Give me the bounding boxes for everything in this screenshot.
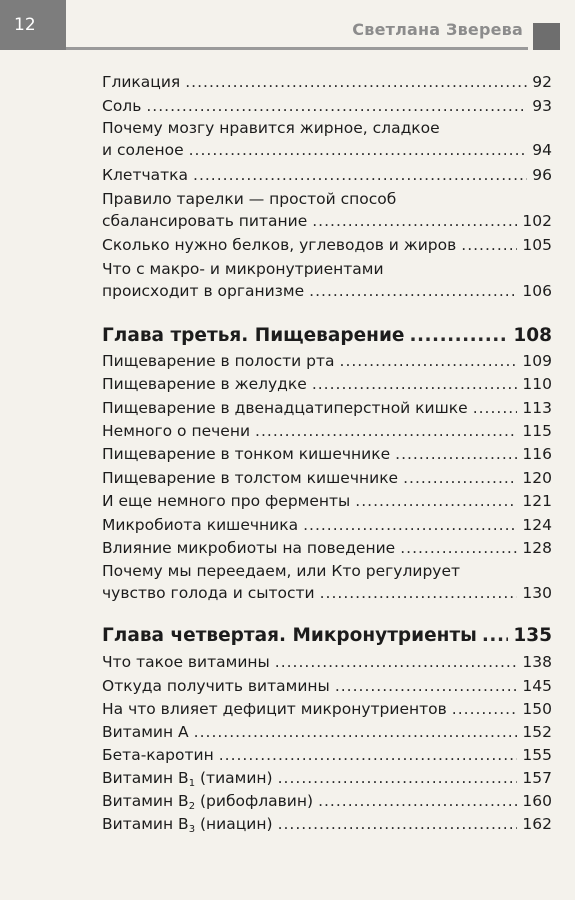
toc-entry-title-text: (тиамин) — [195, 769, 273, 787]
toc-entry-line — [102, 698, 552, 720]
toc-entry[interactable] — [102, 188, 552, 232]
dot-leader — [452, 698, 518, 720]
dot-leader — [473, 397, 518, 419]
vitamin-subscript: 1 — [188, 778, 196, 789]
toc-entry-line — [102, 350, 552, 372]
toc-entry-line — [102, 767, 552, 789]
toc-page-number: 110 — [522, 375, 552, 393]
toc-entry-title: Микробиота кишечника — [102, 516, 299, 534]
dot-leader — [312, 210, 517, 232]
toc-entry-title: чувство голода и сытости — [102, 584, 315, 602]
toc-entry[interactable] — [102, 651, 552, 673]
chapter-title: Глава четвертая. Микронутриенты — [102, 625, 477, 646]
toc-entry-title — [102, 790, 313, 812]
dot-leader — [395, 443, 517, 465]
toc-entry-title-text: (ниацин) — [195, 815, 273, 833]
vitamin-subscript: 2 — [188, 801, 196, 812]
dot-leader — [400, 537, 517, 559]
dot-leader — [461, 234, 517, 256]
toc-entry-title: Правило тарелки — простой способ — [102, 190, 397, 208]
chapter-title: Глава третья. Пищеварение — [102, 325, 405, 346]
toc-entry-title: сбалансировать питание — [102, 212, 308, 230]
toc-entry-title: Немного о печени — [102, 422, 251, 440]
toc-entry-line — [102, 651, 552, 673]
toc-entry-title-text: Витамин B — [102, 792, 189, 810]
toc-entry-line — [102, 139, 552, 161]
toc-entry-line — [102, 117, 552, 139]
toc-page-number: 105 — [522, 236, 552, 254]
dot-leader — [275, 651, 518, 673]
toc-entry-line — [102, 443, 552, 465]
dot-leader — [482, 623, 508, 649]
toc-entry-line — [102, 71, 552, 93]
toc-entry[interactable] — [102, 490, 552, 512]
dot-leader — [318, 790, 517, 812]
toc-entry-line — [102, 420, 552, 442]
toc-page-number: 130 — [522, 584, 552, 602]
toc-entry[interactable] — [102, 350, 552, 372]
dot-leader — [355, 490, 517, 512]
toc-entry[interactable] — [102, 721, 552, 743]
toc-entry-title: происходит в организме — [102, 282, 305, 300]
toc-page-number: 109 — [522, 352, 552, 370]
toc-entry[interactable] — [102, 698, 552, 720]
dot-leader — [219, 744, 518, 766]
toc-entry-title: Бета-каротин — [102, 746, 214, 764]
toc-entry-title-text: (рибофлавин) — [195, 792, 314, 810]
dot-leader — [340, 350, 518, 372]
toc-entry-title-text: Витамин B — [102, 815, 189, 833]
dot-leader — [194, 721, 518, 743]
toc-page-number: 115 — [522, 422, 552, 440]
toc-entry-line — [102, 188, 552, 210]
toc-entry-line — [102, 210, 552, 232]
toc-page-number: 120 — [522, 469, 552, 487]
toc-page-number: 124 — [522, 516, 552, 534]
toc-page-number: 102 — [522, 212, 552, 230]
dot-leader — [409, 323, 508, 349]
toc-entry-title-text: Витамин B — [102, 769, 189, 787]
dot-leader — [403, 467, 517, 489]
toc-entry[interactable] — [102, 675, 552, 697]
toc-entry[interactable] — [102, 560, 552, 604]
toc-entry[interactable] — [102, 744, 552, 766]
toc-page-number: 92 — [532, 73, 552, 91]
toc-page-number: 162 — [522, 815, 552, 833]
toc-page-number: 128 — [522, 539, 552, 557]
toc-page-number: 157 — [522, 769, 552, 787]
toc-page-number: 160 — [522, 792, 552, 810]
toc-entry-title: Почему мозгу нравится жирное, сладкое — [102, 119, 440, 137]
toc-page-number: 96 — [532, 166, 552, 184]
toc-page-number: 155 — [522, 746, 552, 764]
toc-page-number: 121 — [522, 492, 552, 510]
toc-page-number: 145 — [522, 677, 552, 695]
toc-entry[interactable] — [102, 790, 552, 812]
toc-chapter-heading[interactable] — [102, 323, 552, 349]
toc-entry[interactable] — [102, 397, 552, 419]
toc-entry-title: Витамин А — [102, 723, 189, 741]
toc-entry-line — [102, 537, 552, 559]
toc-entry-title — [102, 767, 273, 789]
toc-page-number: 135 — [513, 625, 552, 646]
toc-entry[interactable] — [102, 767, 552, 789]
toc-entry-title: Пищеварение в двенадцатиперстной кишке — [102, 399, 468, 417]
toc-entry[interactable] — [102, 71, 552, 93]
toc-entry[interactable] — [102, 258, 552, 302]
toc-entry-line — [102, 280, 552, 302]
toc-entry-title: Гликация — [102, 73, 181, 91]
toc-entry-line — [102, 164, 552, 186]
running-head-author: Светлана Зверева — [352, 20, 523, 39]
toc-entry[interactable] — [102, 420, 552, 442]
toc-entry[interactable] — [102, 95, 552, 117]
toc-entry[interactable] — [102, 234, 552, 256]
toc-entry-title: Сколько нужно белков, углеводов и жиров — [102, 236, 457, 254]
dot-leader — [320, 582, 518, 604]
toc-page-number: 116 — [522, 445, 552, 463]
toc-entry[interactable] — [102, 467, 552, 489]
toc-entry-title: Пищеварение в толстом кишечнике — [102, 469, 399, 487]
dot-leader — [278, 813, 518, 835]
toc-entry-line — [102, 258, 552, 280]
toc-entry-title: На что влияет дефицит микронутриентов — [102, 700, 447, 718]
toc-page-number: 138 — [522, 653, 552, 671]
toc-entry-title — [102, 813, 273, 835]
dot-leader — [193, 164, 527, 186]
toc-page-number: 106 — [522, 282, 552, 300]
toc-entry[interactable] — [102, 117, 552, 161]
toc-page-number: 108 — [513, 325, 552, 346]
toc-entry-line — [102, 95, 552, 117]
toc-page-number: 113 — [522, 399, 552, 417]
dot-leader — [146, 95, 527, 117]
toc-entry-line — [102, 397, 552, 419]
toc-entry-line — [102, 514, 552, 536]
dot-leader — [189, 139, 528, 161]
toc-entry-line — [102, 675, 552, 697]
toc-entry-line — [102, 582, 552, 604]
dot-leader — [185, 71, 527, 93]
toc-entry-line — [102, 490, 552, 512]
toc-entry-title: Пищеварение в полости рта — [102, 352, 335, 370]
dot-leader — [312, 373, 518, 395]
dot-leader — [278, 767, 518, 789]
toc-entry-title: Влияние микробиоты на поведение — [102, 539, 396, 557]
dot-leader — [255, 420, 517, 442]
toc-entry[interactable] — [102, 164, 552, 186]
toc-entry-title: И еще немного про ферменты — [102, 492, 351, 510]
toc-entry-title: Что такое витамины — [102, 653, 270, 671]
toc-entry[interactable] — [102, 514, 552, 536]
toc-entry-title: Клетчатка — [102, 166, 189, 184]
toc-entry-title: Пищеварение в тонком кишечнике — [102, 445, 391, 463]
toc-entry-title: Что с макро- и микронутриентами — [102, 260, 384, 278]
toc-page-number: 93 — [532, 97, 552, 115]
toc-page-number: 152 — [522, 723, 552, 741]
toc-entry-line — [102, 623, 552, 649]
dot-leader — [309, 280, 517, 302]
toc-entry-line — [102, 721, 552, 743]
toc-page-number: 94 — [532, 141, 552, 159]
page-number: 12 — [14, 15, 36, 35]
toc-entry[interactable] — [102, 443, 552, 465]
toc-entry-line — [102, 323, 552, 349]
toc-entry-title: Откуда получить витамины — [102, 677, 330, 695]
toc-entry-line — [102, 373, 552, 395]
dot-leader — [303, 514, 517, 536]
vitamin-subscript: 3 — [188, 824, 196, 835]
toc-entry[interactable] — [102, 813, 552, 835]
toc-entry-line — [102, 234, 552, 256]
toc-entry-title: Пищеварение в желудке — [102, 375, 307, 393]
toc-entry-title: и соленое — [102, 141, 184, 159]
toc-entry-line — [102, 813, 552, 835]
toc-entry-line — [102, 744, 552, 766]
toc-entry-title: Почему мы переедаем, или Кто регулирует — [102, 562, 461, 580]
toc-entry[interactable] — [102, 537, 552, 559]
dot-leader — [335, 675, 518, 697]
toc-chapter-heading[interactable] — [102, 623, 552, 649]
toc-entry-line — [102, 560, 552, 582]
toc-entry-title: Соль — [102, 97, 142, 115]
toc-page-number: 150 — [522, 700, 552, 718]
toc-entry-line — [102, 790, 552, 812]
toc-entry[interactable] — [102, 373, 552, 395]
toc-entry-line — [102, 467, 552, 489]
